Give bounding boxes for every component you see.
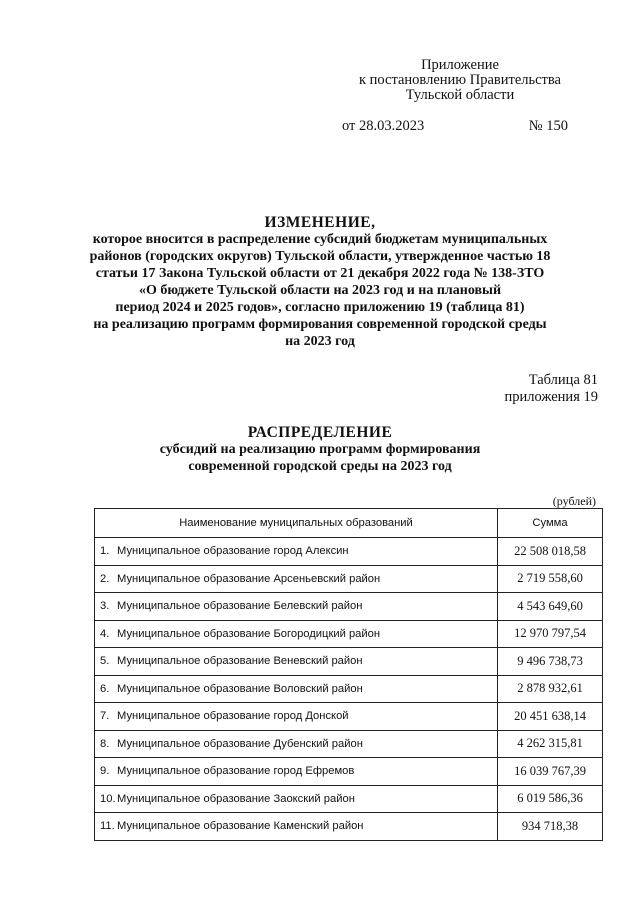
row-index: 11. (100, 820, 115, 833)
change-heading (60, 214, 580, 350)
table-row (95, 730, 603, 758)
subsidy-table (94, 508, 603, 841)
municipality-cell (95, 593, 498, 621)
municipality-name: Муниципальное образование город Ефремов (117, 765, 355, 778)
change-line: на 2023 год (285, 334, 355, 349)
table-row (95, 620, 603, 648)
municipality-name: Муниципальное образование город Донской (117, 710, 349, 723)
distribution-heading (60, 424, 580, 475)
table-reference (505, 372, 598, 406)
municipality-name: Муниципальное образование Белевский район (117, 600, 363, 613)
row-index: 10. (100, 792, 116, 805)
change-line: которое вносится в распределение субсидий бюджетам муниципальных (92, 232, 548, 247)
amount-cell: 934 718,38 (498, 813, 603, 841)
decree-date-row (342, 118, 568, 134)
table-row (95, 565, 603, 593)
amount-cell: 6 019 586,36 (498, 785, 603, 813)
table-row (95, 758, 603, 786)
appendix-line: Приложение (421, 57, 499, 73)
appendix-line: к постановлению Правительства (359, 72, 561, 88)
municipality-cell (95, 648, 498, 676)
municipality-name: Муниципальное образование город Алексин (117, 545, 349, 558)
municipality-cell (95, 758, 498, 786)
table-row (95, 675, 603, 703)
row-index: 5. (100, 655, 110, 668)
municipality-name: Муниципальное образование Дубенский район (117, 737, 363, 750)
municipality-name: Муниципальное образование Заокский район (117, 792, 355, 805)
distribution-title: РАСПРЕДЕЛЕНИЕ (247, 424, 393, 441)
distribution-line: субсидий на реализацию программ формирования (159, 442, 481, 457)
row-index: 1. (100, 545, 110, 558)
municipality-cell (95, 620, 498, 648)
change-title: ИЗМЕНЕНИЕ, (264, 214, 376, 231)
table-header-row (95, 509, 603, 538)
row-index: 9. (100, 765, 110, 778)
table-ref-line: приложения 19 (504, 389, 598, 405)
row-index: 8. (100, 737, 110, 750)
amount-cell: 4 543 649,60 (498, 593, 603, 621)
amount-cell: 22 508 018,58 (498, 538, 603, 566)
amount-cell: 2 878 932,61 (498, 675, 603, 703)
change-line: на реализацию программ формирования современной городской среды (93, 317, 547, 332)
row-index: 4. (100, 627, 110, 640)
decree-date: от 28.03.2023 (342, 118, 425, 134)
municipality-cell (95, 813, 498, 841)
amount-cell: 2 719 558,60 (498, 565, 603, 593)
amount-cell: 4 262 315,81 (498, 730, 603, 758)
row-index: 6. (100, 682, 110, 695)
table-row (95, 813, 603, 841)
change-line: районов (городских округов) Тульской области, утвержденное частью 18 (89, 249, 551, 264)
municipality-name: Муниципальное образование Каменский район (117, 820, 364, 833)
change-line: «О бюджете Тульской области на 2023 год и на плановый (138, 283, 502, 298)
amount-cell: 20 451 638,14 (498, 703, 603, 731)
municipality-name: Муниципальное образование Веневский район (117, 655, 363, 668)
municipality-cell (95, 538, 498, 566)
column-header-sum: Сумма (498, 509, 603, 538)
currency-unit: (рублей) (552, 494, 596, 508)
municipality-cell (95, 703, 498, 731)
row-index: 2. (100, 572, 110, 585)
amount-cell: 9 496 738,73 (498, 648, 603, 676)
change-line: период 2024 и 2025 годов», согласно приложению 19 (таблица 81) (115, 300, 525, 315)
appendix-header (340, 58, 580, 103)
table-row (95, 648, 603, 676)
decree-number: № 150 (528, 118, 568, 134)
appendix-line: Тульской области (405, 87, 515, 103)
table-row (95, 593, 603, 621)
distribution-line: современной городской среды на 2023 год (188, 459, 452, 474)
municipality-name: Муниципальное образование Арсеньевский район (117, 572, 381, 585)
column-header-name: Наименование муниципальных образований (95, 509, 498, 538)
municipality-cell (95, 730, 498, 758)
row-index: 3. (100, 600, 110, 613)
amount-cell: 16 039 767,39 (498, 758, 603, 786)
municipality-cell (95, 675, 498, 703)
table-row (95, 538, 603, 566)
row-index: 7. (100, 710, 110, 723)
table-row (95, 703, 603, 731)
municipality-name: Муниципальное образование Богородицкий район (117, 627, 381, 640)
municipality-name: Муниципальное образование Воловский район (117, 682, 363, 695)
table-ref-line: Таблица 81 (528, 372, 598, 388)
municipality-cell (95, 785, 498, 813)
municipality-cell (95, 565, 498, 593)
table-row (95, 785, 603, 813)
change-line: статьи 17 Закона Тульской области от 21 декабря 2022 года № 138-ЗТО (95, 266, 545, 281)
amount-cell: 12 970 797,54 (498, 620, 603, 648)
